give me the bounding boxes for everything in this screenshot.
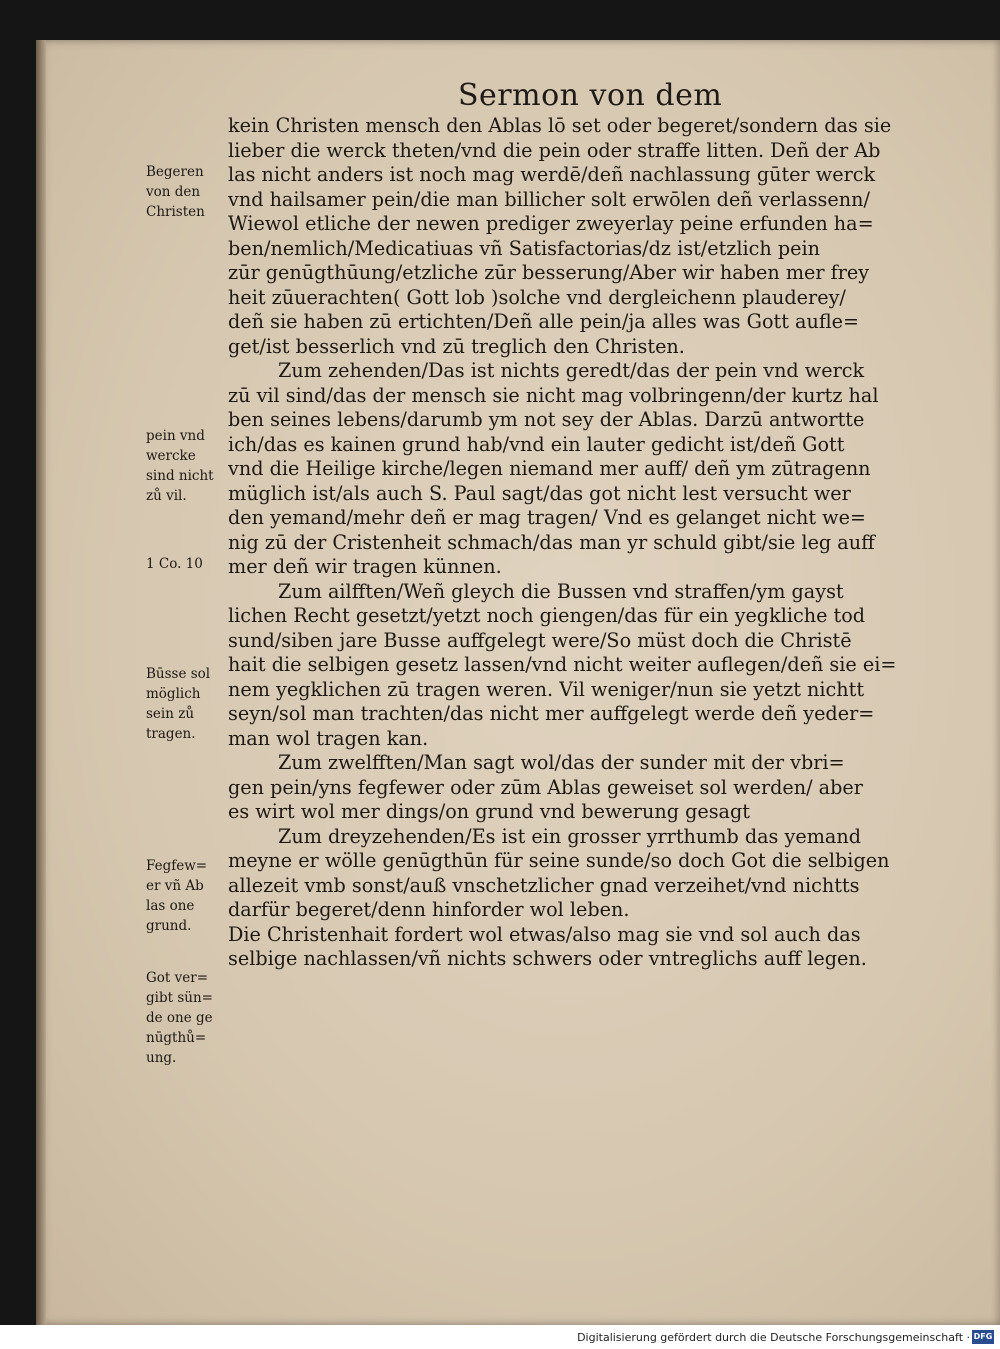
text-line: den yemand/mehr deñ er mag tragen/ Vnd es gelanget nicht we=: [228, 506, 867, 529]
margin-note-text: 1 Co. 10: [146, 556, 203, 572]
text-line: Zum ailfften/Weñ gleych die Bussen vnd straffen/ym gayst: [278, 579, 844, 603]
body-text: [228, 114, 920, 972]
text-line: mer deñ wir tragen künnen.: [228, 555, 502, 578]
margin-note: [146, 162, 230, 222]
text-line: nem yegklichen zū tragen weren. Vil weniger/nun sie yetzt nichtt: [228, 677, 865, 701]
margin-note-text: Got ver= gibt sün= de one ge nūgthů= ung.: [146, 970, 213, 1066]
text-line: man wol tragen kan.: [228, 726, 429, 750]
margin-note: [146, 664, 230, 744]
margin-note-text: Būsse sol möglich sein zů tragen.: [146, 666, 211, 742]
text-line: ich/das es kainen grund hab/vnd ein lauter gedicht ist/deñ Gott: [228, 432, 845, 456]
text-line: lieber die werck theten/vnd die pein oder straffe litten. Deñ der Ab: [228, 138, 881, 162]
margin-note-text: pein vnd wercke sind nicht zů vil.: [146, 428, 214, 504]
text-line: zūr genūgthūung/etzliche zūr besserung/Aber wir haben mer frey: [228, 261, 870, 284]
text-line: gen pein/yns fegfewer oder zūm Ablas geweiset sol werden/ aber: [228, 775, 863, 799]
text-line: heit zūuerachten( Gott lob )solche vnd dergleichenn plauderey/: [228, 285, 846, 309]
text-line: darfür begeret/denn hinforder wol leben.: [228, 898, 630, 921]
margin-note: [146, 968, 230, 1068]
text-line: meyne er wölle genūgthūn für seine sunde/so doch Got die selbigen: [228, 849, 890, 872]
page-gutter: [36, 40, 46, 1325]
margin-note: [146, 554, 230, 574]
text-line: selbige nachlassen/vñ nichts schwers oder vntreglichs auff legen.: [228, 947, 867, 970]
text-line: seyn/sol man trachten/das nicht mer auffgelegt werde deñ yeder=: [228, 702, 875, 725]
dfg-logo: DFG: [972, 1330, 994, 1344]
text-line: nig zū der Cristenheit schmach/das man yr schuld gibt/sie leg auff: [228, 530, 875, 554]
text-line: Zum dreyzehenden/Es ist ein grosser yrrthumb das yemand: [278, 824, 861, 848]
margin-note: [146, 856, 230, 936]
text-line: las nicht anders ist noch mag werdē/deñ nachlassung gūter werck: [228, 163, 876, 186]
text-line: lichen Recht gesetzt/yetzt noch giengen/das für ein yegkliche tod: [228, 604, 866, 627]
funding-credit: Digitalisierung gefördert durch die Deutsche Forschungsgemeinschaft ·: [577, 1331, 970, 1344]
text-line: Die Christenhait fordert wol etwas/also mag sie vnd sol auch das: [228, 922, 861, 946]
margin-note-text: Fegfew= er vñ Ab las one grund.: [146, 858, 208, 934]
text-line: zū vil sind/das der mensch sie nicht mag volbringenn/der kurtz hal: [228, 383, 879, 407]
text-line: ben/nemlich/Medicatiuas vñ Satisfactorias/dz ist/etzlich pein: [228, 236, 821, 260]
text-line: sund/siben jare Busse auffgelegt were/So müst doch die Christē: [228, 628, 852, 652]
text-line: vnd hailsamer pein/die man billicher solt erwōlen deñ verlassenn/: [228, 187, 870, 211]
margin-note-text: Begeren von den Christen: [146, 164, 205, 220]
margin-note: [146, 426, 230, 506]
text-line: es wirt wol mer dings/on grund vnd bewerung gesagt: [228, 800, 750, 823]
text-line: allezeit vmb sonst/auß vnschetzlicher gnad verzeihet/vnd nichtts: [228, 873, 860, 897]
running-head: Sermon von dem: [458, 78, 723, 113]
text-line: deñ sie haben zū ertichten/Deñ alle pein/ja alles was Gott aufle=: [228, 310, 860, 333]
text-line: kein Christen mensch den Ablas lō set oder begeret/sondern das sie: [228, 114, 892, 137]
text-line: vnd die Heilige kirche/legen niemand mer auff/ deñ ym zūtragenn: [228, 457, 871, 480]
text-line: Zum zehenden/Das ist nichts geredt/das der pein vnd werck: [278, 359, 865, 382]
text-line: Wiewol etliche der newen prediger zweyerlay peine erfunden ha=: [228, 212, 874, 235]
text-line: hait die selbigen gesetz lassen/vnd nicht weiter auflegen/deñ sie ei=: [228, 653, 897, 676]
text-line: get/ist besserlich vnd zū treglich den Christen.: [228, 334, 685, 358]
text-line: Zum zwelfften/Man sagt wol/das der sunder mit der vbri=: [278, 751, 845, 774]
text-line: müglich ist/als auch S. Paul sagt/das got nicht lest versucht wer: [228, 481, 851, 505]
text-line: ben seines lebens/darumb ym not sey der Ablas. Darzū antwortte: [228, 408, 865, 431]
